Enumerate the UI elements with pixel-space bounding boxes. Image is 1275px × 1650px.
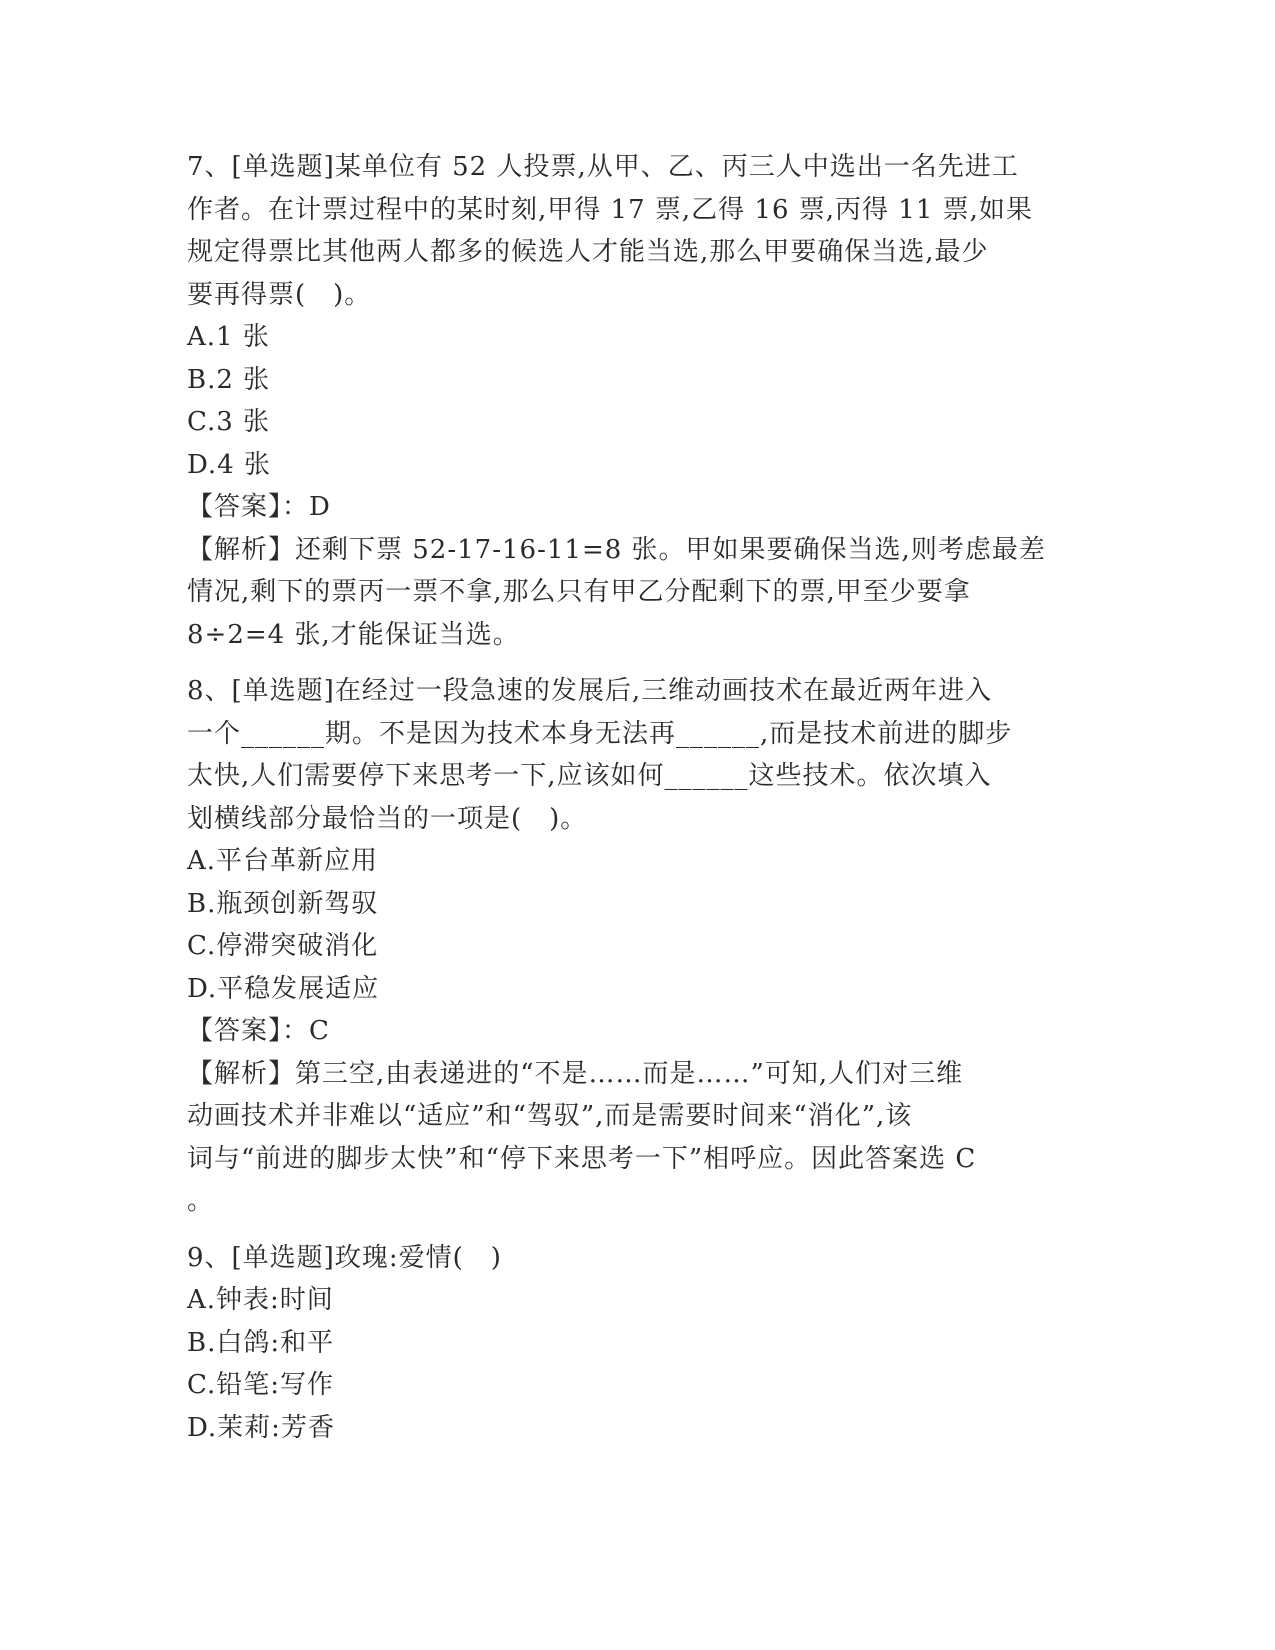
document-page xyxy=(187,146,1087,1449)
option-c: C.停滞突破消化 xyxy=(187,931,379,961)
option-d: D.平稳发展适应 xyxy=(187,973,380,1004)
option-b: B.白鸽:和平 xyxy=(187,1327,335,1358)
question-separator xyxy=(187,1223,1087,1237)
question-stem-line: 划横线部分最恰当的一项是( )。 xyxy=(187,803,588,834)
answer-line: 【答案】：D xyxy=(187,492,331,522)
question-9 xyxy=(187,1237,1087,1450)
question-stem-line: 9、[单选题]玫瑰:爱情( ) xyxy=(187,1242,502,1273)
answer-line: 【答案】：C xyxy=(187,1016,330,1046)
option-a: A.钟表:时间 xyxy=(187,1285,334,1315)
analysis-line: 。 xyxy=(187,1186,215,1216)
question-stem-line: 要再得票( )。 xyxy=(187,279,372,310)
question-7 xyxy=(187,146,1087,656)
option-d: D.茉莉:芳香 xyxy=(187,1412,335,1443)
analysis-line: 8÷2=4 张,才能保证当选。 xyxy=(187,619,520,650)
option-c: C.3 张 xyxy=(187,407,271,437)
option-a: A.平台革新应用 xyxy=(187,846,379,876)
analysis-line: 词与“前进的脚步太快”和“停下来思考一下”相呼应。因此答案选 C xyxy=(187,1143,977,1174)
option-b: B.瓶颈创新驾驭 xyxy=(187,888,379,919)
question-stem-line: 7、[单选题]某单位有 52 人投票,从甲、乙、丙三人中选出一名先进工 xyxy=(187,152,1019,182)
question-separator xyxy=(187,656,1087,670)
option-d: D.4 张 xyxy=(187,449,271,480)
question-stem-line: 太快,人们需要停下来思考一下,应该如何______这些技术。依次填入 xyxy=(187,761,992,791)
question-stem-line: 一个______期。不是因为技术本身无法再______,而是技术前进的脚步 xyxy=(187,718,1013,749)
question-stem-line: 作者。在计票过程中的某时刻,甲得 17 票,乙得 16 票,丙得 11 票,如果 xyxy=(187,194,1033,225)
option-c: C.铅笔:写作 xyxy=(187,1370,334,1400)
option-b: B.2 张 xyxy=(187,364,271,395)
question-8 xyxy=(187,670,1087,1223)
question-stem-line: 8、[单选题]在经过一段急速的发展后,三维动画技术在最近两年进入 xyxy=(187,676,993,706)
analysis-line: 动画技术并非难以“适应”和“驾驭”,而是需要时间来“消化”,该 xyxy=(187,1101,913,1131)
analysis-line: 【解析】第三空,由表递进的“不是……而是……”可知,人们对三维 xyxy=(187,1058,964,1089)
option-a: A.1 张 xyxy=(187,322,270,352)
analysis-line: 情况,剩下的票丙一票不拿,那么只有甲乙分配剩下的票,甲至少要拿 xyxy=(187,577,971,607)
analysis-line: 【解析】还剩下票 52-17-16-11=8 张。甲如果要确保当选,则考虑最差 xyxy=(187,534,1046,565)
question-stem-line: 规定得票比其他两人都多的候选人才能当选,那么甲要确保当选,最少 xyxy=(187,237,989,267)
